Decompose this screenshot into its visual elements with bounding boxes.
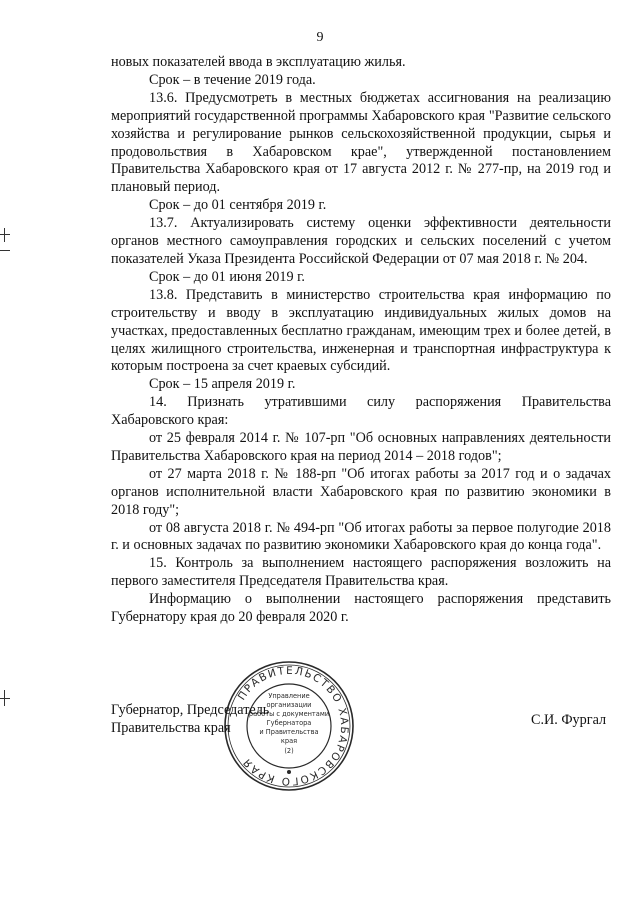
deadline-line: Срок – в течение 2019 года. — [149, 71, 316, 88]
svg-text:Губернатора: Губернатора — [266, 719, 312, 727]
signatory-title-line1: Губернатор, Председатель — [111, 702, 270, 718]
paragraph-15: 15. Контроль за выполнением настоящего распоряжения возложить на первого заместителя Председателя Правительства края. — [111, 555, 611, 590]
svg-text:и Правительства: и Правительства — [259, 728, 319, 736]
binding-mark — [0, 250, 10, 251]
signatory-title — [111, 702, 269, 738]
deadline-line: Срок – 15 апреля 2019 г. — [149, 376, 296, 393]
svg-text:края: края — [280, 737, 298, 745]
paragraph-13-7: 13.7. Актуализировать систему оценки эффективности деятельности органов местного самоуправления городских и сельских поселений с учетом показателей Указа Президента Российской Федерации от 07 мая 2018 г. № 204. — [111, 215, 611, 267]
svg-text:организации: организации — [266, 701, 312, 709]
binding-mark — [0, 698, 10, 699]
seal-star-dot — [287, 770, 291, 774]
seal-ring-text: ПРАВИТЕЛЬСТВО ХАБАРОВСКОГО КРАЯ — [235, 664, 351, 788]
paragraph-14: 14. Признать утратившими силу распоряжения Правительства Хабаровского края: — [111, 394, 611, 429]
svg-text:Управление: Управление — [268, 692, 310, 700]
signatory-name: С.И. Фургал — [531, 712, 607, 728]
report-instruction: Информацию о выполнении настоящего распоряжения представить Губернатору края до 20 февраля 2020 г. — [111, 591, 611, 626]
paragraph-13-6: 13.6. Предусмотреть в местных бюджетах ассигнования на реализацию мероприятий государственной программы Хабаровского края "Развитие сельского хозяйства и регулирование рынков сельскохозяйственной продукции, сырья и продовольствия в Хабаровском крае", утвержденной постановлением Правительства Хабаровского края от 17 августа 2012 г. № 277-пр, на 2019 год и плановый период. — [111, 89, 611, 196]
binding-mark — [4, 228, 5, 242]
paragraph-continuation: новых показателей ввода в эксплуатацию жилья. — [111, 54, 406, 70]
binding-mark — [4, 690, 5, 706]
binding-mark — [0, 234, 10, 235]
deadline-line: Срок – до 01 июня 2019 г. — [149, 268, 305, 285]
deadline-line: Срок – до 01 сентября 2019 г. — [149, 197, 327, 214]
signatory-title-line2: Правительства края — [111, 719, 231, 736]
svg-text:(2): (2) — [284, 747, 294, 755]
paragraph-13-8: 13.8. Представить в министерство строительства края информацию по строительству и вводу в эксплуатацию индивидуальных жилых домов на участках, предоставленных бесплатно гражданам, имеющим трех и более детей, в целях жилищного строительства, инженерная и транспортная инфраструктура к которым построена за счет краевых субсидий. — [111, 286, 611, 375]
repealed-order-3: от 08 августа 2018 г. № 494-рп "Об итогах работы за первое полугодие 2018 г. и основных задачах по развитию экономики Хабаровского края до конца года". — [111, 519, 611, 554]
repealed-order-1: от 25 февраля 2014 г. № 107-рп "Об основных направлениях деятельности Правительства Хабаровского края на период 2014 – 2018 годов"; — [111, 430, 611, 464]
document-body — [111, 54, 611, 627]
repealed-order-2: от 27 марта 2018 г. № 188-рп "Об итогах работы за 2017 год и о задачах органов исполнительной власти Хабаровского края по развитию экономики в 2018 году"; — [111, 465, 611, 518]
svg-text:работы с документами: работы с документами — [248, 710, 330, 718]
page-number: 9 — [316, 30, 324, 45]
